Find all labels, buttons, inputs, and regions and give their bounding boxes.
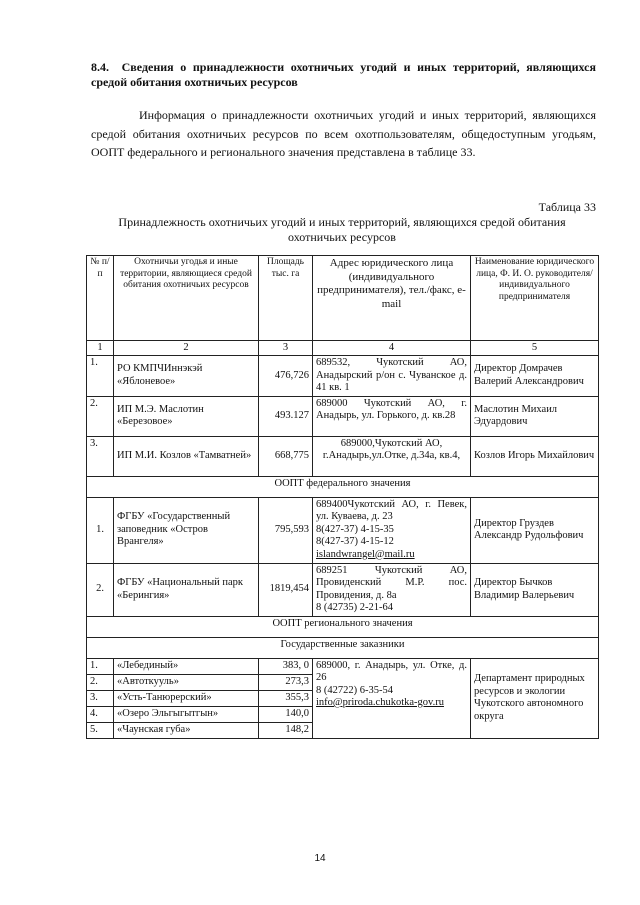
column-number: 1 (87, 341, 114, 356)
regional-section-title: ООПТ регионального значения (87, 616, 599, 637)
territory-name: ФГБУ «Национальный парк «Берингия» (114, 563, 259, 616)
ownership-table (86, 255, 599, 739)
row-number: 2. (87, 396, 114, 436)
row-number: 3. (87, 690, 114, 706)
regional-address-cell (313, 658, 471, 738)
territory-name: РО КМПЧИннэкэй «Яблоневое» (114, 356, 259, 397)
reserves-section-title: Государственные заказники (87, 637, 599, 658)
owner-cell: Директор Домрачев Валерий Александрович (471, 356, 599, 397)
territory-name: «Лебединый» (114, 658, 259, 674)
column-number: 3 (259, 341, 313, 356)
row-number: 4. (87, 706, 114, 722)
territory-name: «Озеро Эльгыгытгын» (114, 706, 259, 722)
table-label: Таблица 33 (538, 200, 596, 214)
territory-name: ФГБУ «Государственный заповедник «Остров Врангеля» (114, 497, 259, 563)
header-area: Площадь тыс. га (259, 256, 313, 341)
row-number: 2. (87, 563, 114, 616)
phone-line: 8 (42735) 2-21-64 (316, 602, 393, 613)
table-row (87, 396, 599, 436)
row-number: 5. (87, 722, 114, 738)
owner-cell: Директор Груздев Александр Рудольфович (471, 497, 599, 563)
column-number: 5 (471, 341, 599, 356)
table-row (87, 356, 599, 397)
header-territory: Охотничьи угодья и иные территории, являющиеся средой обитания охотничьих ресурсов (114, 256, 259, 341)
section-title: Сведения о принадлежности охотничьих угодий и иных территорий, являющихся средой обитания охотничьих ресурсов (91, 60, 596, 89)
area-value: 476,726 (259, 356, 313, 397)
header-number: № п/п (87, 256, 114, 341)
regional-owner-cell: Департамент природных ресурсов и экологии Чукотского автономного округа (471, 658, 599, 738)
area-value: 383, 0 (259, 658, 313, 674)
address-line: 689400Чукотский АО, г. Певек, ул. Куваева, д. 23 (316, 498, 467, 522)
header-address: Адрес юридического лица (индивидуального предпринимателя), тел./факс, e-mail (313, 256, 471, 341)
address-cell (313, 563, 471, 616)
territory-name: «Автоткууль» (114, 674, 259, 690)
address-line: 689251 Чукотский АО, Провиденский М.Р. пос. Провидения, д. 8а (316, 564, 467, 601)
address-cell: 689000 Чукотский АО, г. Анадырь, ул. Горького, д. кв.28 (313, 396, 471, 436)
table-row (87, 563, 599, 616)
area-value: 1819,454 (259, 563, 313, 616)
section-number: 8.4. (91, 60, 109, 74)
territory-name: ИП М.И. Козлов «Тамватней» (114, 436, 259, 476)
header-owner: Наименование юридического лица, Ф. И. О. руководителя/ индивидуального предпринимателя (471, 256, 599, 341)
phone-line: 8(427-37) 4-15-35 (316, 523, 394, 535)
row-number: 2. (87, 674, 114, 690)
federal-section-title: ООПТ федерального значения (87, 476, 599, 497)
table-row (87, 436, 599, 476)
area-value: 273,3 (259, 674, 313, 690)
regional-section-row (87, 616, 599, 637)
column-number-row (87, 341, 599, 356)
table-title: Принадлежность охотничьих угодий и иных территорий, являющихся средой обитания охотничьих ресурсов (118, 215, 566, 244)
territory-name: ИП М.Э. Маслотин «Березовое» (114, 396, 259, 436)
email-link[interactable]: islandwrangel@mail.ru (316, 548, 415, 560)
federal-section-row (87, 476, 599, 497)
email-link[interactable]: info@priroda.chukotka-gov.ru (316, 697, 444, 708)
territory-name: «Чаунская губа» (114, 722, 259, 738)
area-value: 668,775 (259, 436, 313, 476)
address-cell: 689532, Чукотский АО, Анадырский р/он с. Чуванское д. 41 кв. 1 (313, 356, 471, 397)
territory-name: «Усть-Танюрерский» (114, 690, 259, 706)
column-number: 2 (114, 341, 259, 356)
owner-cell: Маслотин Михаил Эдуардович (471, 396, 599, 436)
area-value: 148,2 (259, 722, 313, 738)
area-value: 493.127 (259, 396, 313, 436)
column-number: 4 (313, 341, 471, 356)
phone-line: 8(427-37) 4-15-12 (316, 536, 394, 547)
row-number: 1. (87, 497, 114, 563)
address-line: 689000, г. Анадырь, ул. Отке, д. 26 (316, 659, 467, 683)
phone-line: 8 (42722) 6-35-54 (316, 684, 393, 696)
row-number: 1. (87, 658, 114, 674)
area-value: 355,3 (259, 690, 313, 706)
table-header-row (87, 256, 599, 341)
section-heading (91, 60, 596, 90)
reserves-section-row (87, 637, 599, 658)
intro-paragraph: Информация о принадлежности охотничьих угодий и иных территорий, являющихся средой обитания охотничьих ресурсов по всем охотпользователям, общедоступным угодьям, ООПТ федерального и регионального значения представлена в таблице 33. (91, 108, 596, 159)
table-row (87, 497, 599, 563)
row-number: 3. (87, 436, 114, 476)
row-number: 1. (87, 356, 114, 397)
owner-cell: Директор Бычков Владимир Валерьевич (471, 563, 599, 616)
page-number: 14 (314, 853, 326, 864)
area-value: 795,593 (259, 497, 313, 563)
table-row (87, 658, 599, 674)
owner-cell: Козлов Игорь Михайлович (471, 436, 599, 476)
address-cell (313, 497, 471, 563)
area-value: 140,0 (259, 706, 313, 722)
address-cell: 689000,Чукотский АО, г.Анадырь,ул.Отке, д.34а, кв.4, (313, 436, 471, 476)
